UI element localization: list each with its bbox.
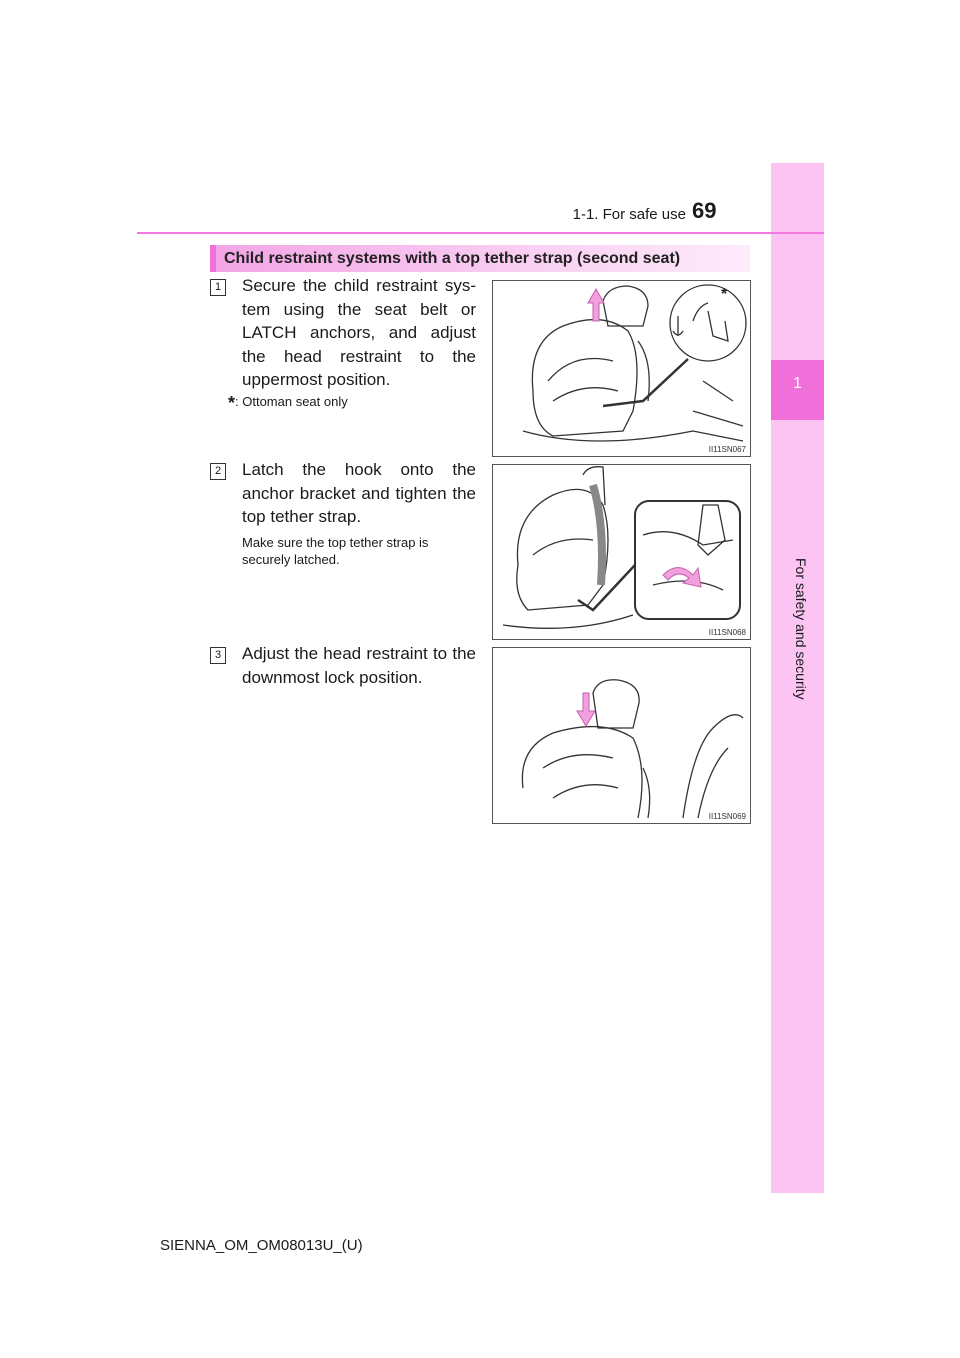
header-section-title: 1-1. For safe use [572, 206, 686, 223]
step-number-1: 1 [210, 279, 226, 296]
header-rule [137, 232, 824, 234]
chapter-title: For safety and security [793, 558, 809, 700]
step-number-3: 3 [210, 647, 226, 664]
child-seat-illustration-1 [493, 281, 750, 456]
rotate-arrow-icon [663, 568, 701, 588]
footer-doc-code: SIENNA_OM_OM08013U_(U) [160, 1237, 363, 1254]
callout-circle [670, 285, 746, 361]
figure-id-3: II11SN069 [708, 812, 746, 821]
section-title: Child restraint systems with a top tether strap (second seat) [224, 250, 681, 267]
figure-step-2 [492, 464, 751, 640]
child-seat-illustration-2 [493, 465, 750, 639]
step-1-footnote [228, 393, 348, 414]
figure-step-1 [492, 280, 751, 457]
arrow-up-icon [588, 289, 604, 321]
page-number: 69 [692, 198, 717, 223]
chapter-side-tab [771, 163, 824, 1193]
callout-pointer-2 [578, 565, 635, 610]
footnote-asterisk: * [228, 393, 236, 413]
child-seat-shape [532, 320, 637, 436]
tether-strap [593, 485, 602, 585]
step-2-text: Latch the hook onto the anchor bracket and tighten the top tether strap. [242, 460, 476, 527]
step-number-2: 2 [210, 463, 226, 480]
step-3-text: Adjust the head restraint to the downmost lock position. [242, 644, 476, 687]
tether-hook-shape [698, 505, 725, 555]
callout-asterisk: * [721, 286, 728, 303]
arrow-down-icon [577, 693, 595, 726]
head-restraint-shape [603, 286, 648, 326]
step-2-note: Make sure the top tether strap is securely latched. [242, 535, 429, 567]
footnote-text: : Ottoman seat only [235, 394, 348, 409]
callout-pointer [603, 359, 688, 406]
figure-id-2: II11SN068 [708, 628, 746, 637]
head-restraint-shape-3 [593, 680, 639, 728]
section-header-bar [210, 245, 216, 272]
figure-id-1: II11SN067 [708, 445, 746, 454]
child-seat-illustration-3 [493, 648, 750, 823]
chapter-number: 1 [793, 375, 802, 392]
section-header [210, 245, 750, 272]
detail-callout-box [635, 501, 740, 619]
figure-step-3 [492, 647, 751, 824]
step-1-text: Secure the child restraint sys-tem using the seat belt or LATCH anchors, and adjust the head restraint to the uppermost position. [242, 276, 476, 390]
